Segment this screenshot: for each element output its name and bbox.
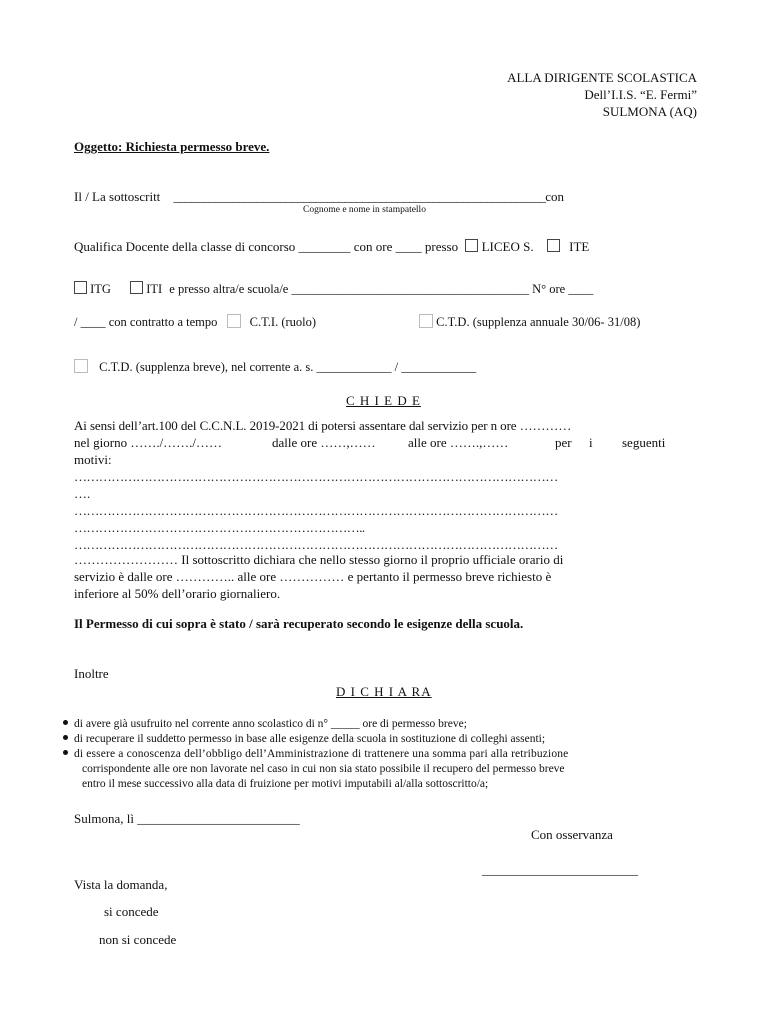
- inoltre-label: Inoltre: [74, 666, 109, 681]
- ctd-annual-checkbox[interactable]: [419, 314, 433, 328]
- subject-line: Oggetto: Richiesta permesso breve.: [74, 139, 270, 154]
- bullet-icon: [63, 720, 68, 725]
- name-prefix: Il / La sottoscritt: [74, 189, 161, 204]
- recipient-line-1: ALLA DIRIGENTE SCOLASTICA: [507, 70, 697, 85]
- non-si-concede-option: non si concede: [99, 932, 177, 947]
- request-line-4: …………………… Il sottoscritto dichiara che nello stesso giorno il proprio ufficiale orario di: [74, 552, 564, 567]
- closing-text: Con osservanza: [531, 827, 613, 842]
- place-date[interactable]: Sulmona, lì _________________________: [74, 811, 300, 826]
- itg-checkbox[interactable]: [74, 281, 87, 294]
- declaration-item: di avere già usufruito nel corrente anno scolastico di n° _____ ore di permesso breve;: [63, 718, 467, 730]
- dots-line-1[interactable]: ………………………………………………………………………………………………………: [74, 469, 558, 484]
- itg-label: ITG: [90, 282, 111, 296]
- declaration-item-cont: entro il mese successivo alla data di fruizione per motivi imputabili al/alla sottoscritto/a;: [82, 778, 489, 790]
- ctd-breve-text: C.T.D. (supplenza breve), nel corrente a. s. ____________ / ____________: [99, 360, 477, 374]
- recipient-line-3: SULMONA (AQ): [602, 104, 697, 119]
- declaration-item: di recuperare il suddetto permesso in base alle esigenze della scuola in sostituzione di colleghi assenti;: [63, 733, 545, 745]
- name-caption: Cognome e nome in stampatello: [303, 205, 426, 215]
- name-row: [74, 189, 564, 205]
- request-motivi: motivi:: [74, 452, 112, 467]
- declaration-item: di essere a conoscenza dell’obbligo dell’Amministrazione di trattenere una somma pari alla retribuzione: [63, 748, 568, 760]
- request-line-2d: per: [555, 435, 572, 450]
- request-line-2e: i: [589, 435, 593, 450]
- bullet-icon: [63, 735, 68, 740]
- recipient-line-2: Dell’I.I.S. “E. Fermi”: [584, 87, 697, 102]
- name-suffix: con: [545, 189, 565, 204]
- request-line-2a: nel giorno ……./……./……: [74, 435, 223, 450]
- dichiara-heading: D I C H I A RA: [336, 684, 432, 699]
- ite-checkbox[interactable]: [547, 239, 560, 252]
- other-school-text: e presso altra/e scuola/e ______________________________________ N° ore ____: [169, 282, 594, 296]
- ite-label: ITE: [569, 239, 590, 254]
- iti-label: ITI: [146, 282, 163, 296]
- liceo-label: LICEO S.: [481, 239, 534, 254]
- vista-label: Vista la domanda,: [74, 877, 168, 892]
- name-blank[interactable]: _______________________________________________________________: [173, 189, 546, 204]
- iti-checkbox[interactable]: [130, 281, 143, 294]
- ctd-breve-checkbox[interactable]: [74, 359, 88, 373]
- declaration-item-cont: corrispondente alle ore non lavorate nel caso in cui non sia stato possibile il recupero del permesso breve: [82, 763, 565, 775]
- cti-label: C.T.I. (ruolo): [249, 315, 317, 329]
- ctd-annual-row: [419, 314, 640, 330]
- si-concede-option: si concede: [104, 904, 159, 919]
- bullet-icon: [63, 750, 68, 755]
- contract-text: / ____ con contratto a tempo: [74, 315, 218, 329]
- itg-row: [74, 281, 593, 297]
- signature-line[interactable]: ________________________: [482, 862, 638, 877]
- dots-line-1b: ….: [74, 486, 91, 501]
- qualifica-text: Qualifica Docente della classe di concorso ________ con ore ____ presso: [74, 239, 459, 254]
- dots-line-4[interactable]: ………………………………………………………………………………………………………: [74, 537, 558, 552]
- request-line-1: Ai sensi dell’art.100 del C.C.N.L. 2019-2021 di potersi assentare dal servizio per n ore …………: [74, 418, 572, 433]
- request-line-6: inferiore al 50% dell’orario giornaliero.: [74, 586, 281, 601]
- request-line-2c: alle ore …….,……: [408, 435, 509, 450]
- recovery-statement: Il Permesso di cui sopra è stato / sarà recuperato secondo le esigenze della scuola.: [74, 616, 524, 631]
- chiede-heading: C H I E D E: [346, 393, 421, 408]
- ctd-breve-row: [74, 359, 476, 375]
- dots-line-3[interactable]: ……………………………………………………………..: [74, 520, 365, 535]
- request-line-2f: seguenti: [622, 435, 666, 450]
- liceo-checkbox[interactable]: [465, 239, 478, 252]
- contract-row: [74, 314, 316, 330]
- request-line-2b: dalle ore ……,……: [272, 435, 376, 450]
- dots-line-2[interactable]: ………………………………………………………………………………………………………: [74, 503, 558, 518]
- request-line-5: servizio è dalle ore ………….. alle ore …………… e pertanto il permesso breve richiesto è: [74, 569, 552, 584]
- ctd-annual-label: C.T.D. (supplenza annuale 30/06- 31/08): [436, 315, 641, 329]
- qualifica-row: [74, 239, 589, 255]
- cti-checkbox[interactable]: [227, 314, 241, 328]
